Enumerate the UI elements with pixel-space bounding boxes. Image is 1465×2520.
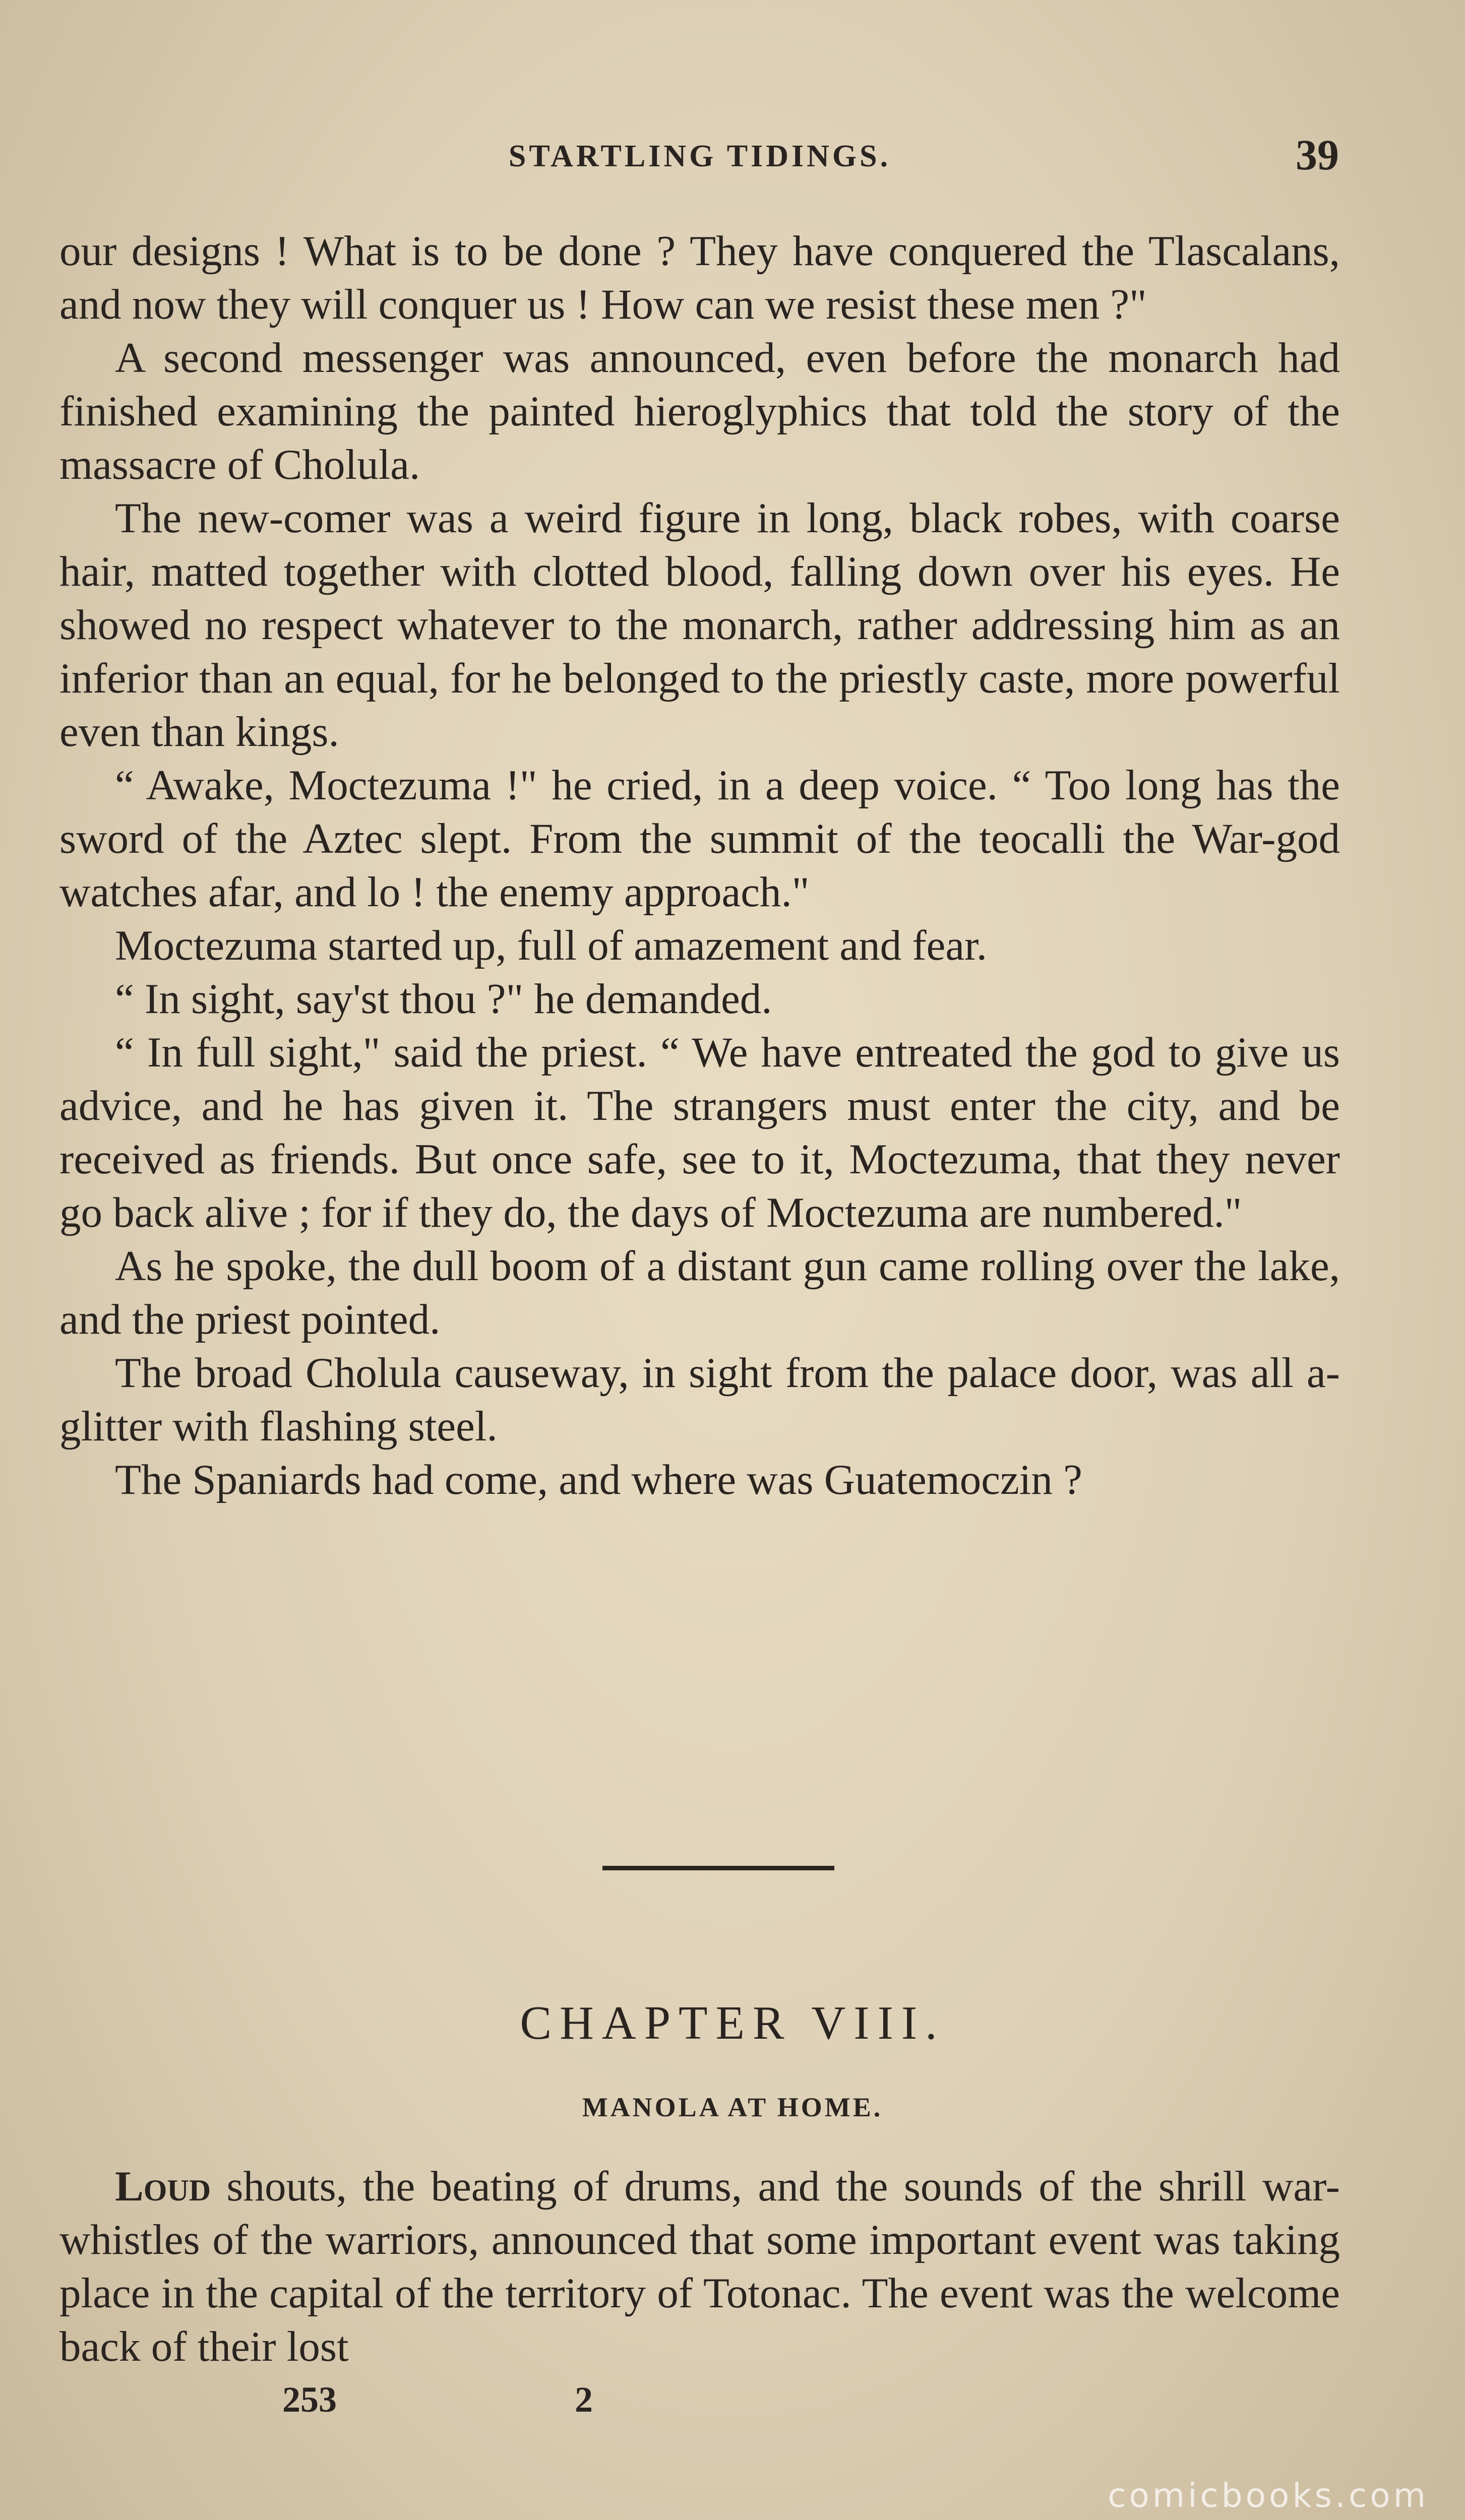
signature-mark: 2 — [575, 2379, 593, 2420]
chapter-text — [59, 2160, 1340, 2373]
paragraph: The new-comer was a weird figure in long, black robes, with coarse hair, matted together with clotted blood, falling down over his eyes. He showed no respect whatever to the monarch, rather addressing him as an inferior than an equal, for he belonged to the priestly caste, more powerful even than kings. — [59, 494, 1340, 755]
paragraph: The Spaniards had come, and where was Guatemoczin ? — [115, 1456, 1082, 1503]
chapter-subtitle: MANOLA AT HOME. — [582, 2092, 883, 2122]
opening-word: Loud — [115, 2163, 211, 2210]
opening-text: shouts, the beating of drums, and the sounds of the shrill war-whistles of the warriors, announced that some important event was taking place in the capital of the territory of Totonac. The event was the welcome back of their lost — [59, 2163, 1340, 2370]
paragraph: “ In full sight," said the priest. “ We have entreated the god to give us advice, and he has given it. The strangers must enter the city, and be received as friends. But once safe, see to it, Moctezuma, that they never go back alive ; for if they do, the days of Moctezuma are numbered." — [59, 1029, 1340, 1236]
watermark: comicbooks.com — [1108, 2476, 1429, 2515]
paragraph: our designs ! What is to be done ? They have conquered the Tlascalans, and now they will conquer us ! How can we resist these men ?" — [59, 227, 1340, 328]
page-header — [60, 123, 1339, 179]
chapter-opening-paragraph — [59, 2160, 1340, 2373]
paragraph: “ Awake, Moctezuma !" he cried, in a deep voice. “ Too long has the sword of the Aztec slept. From the summit of the teocalli the War-god watches afar, and lo ! the enemy approach." — [59, 762, 1340, 916]
paragraph: The broad Cholula causeway, in sight from the palace door, was all a-glitter with flashing steel. — [59, 1349, 1340, 1450]
section-divider — [602, 1866, 834, 1870]
paragraph: As he spoke, the dull boom of a distant gun came rolling over the lake, and the priest pointed. — [59, 1242, 1340, 1343]
page-number: 39 — [1296, 131, 1339, 179]
paragraph: A second messenger was announced, even before the monarch had finished examining the painted hieroglyphics that told the story of the massacre of Cholula. — [59, 334, 1340, 488]
chapter-title: CHAPTER VIII. — [520, 1997, 945, 2049]
body-text — [59, 224, 1340, 1506]
catalog-number: 253 — [282, 2379, 337, 2420]
page-footer — [282, 2379, 593, 2421]
running-head: STARTLING TIDINGS. — [508, 139, 891, 173]
paragraph: “ In sight, say'st thou ?" he demanded. — [115, 975, 772, 1023]
paragraph: Moctezuma started up, full of amazement and fear. — [115, 922, 987, 969]
